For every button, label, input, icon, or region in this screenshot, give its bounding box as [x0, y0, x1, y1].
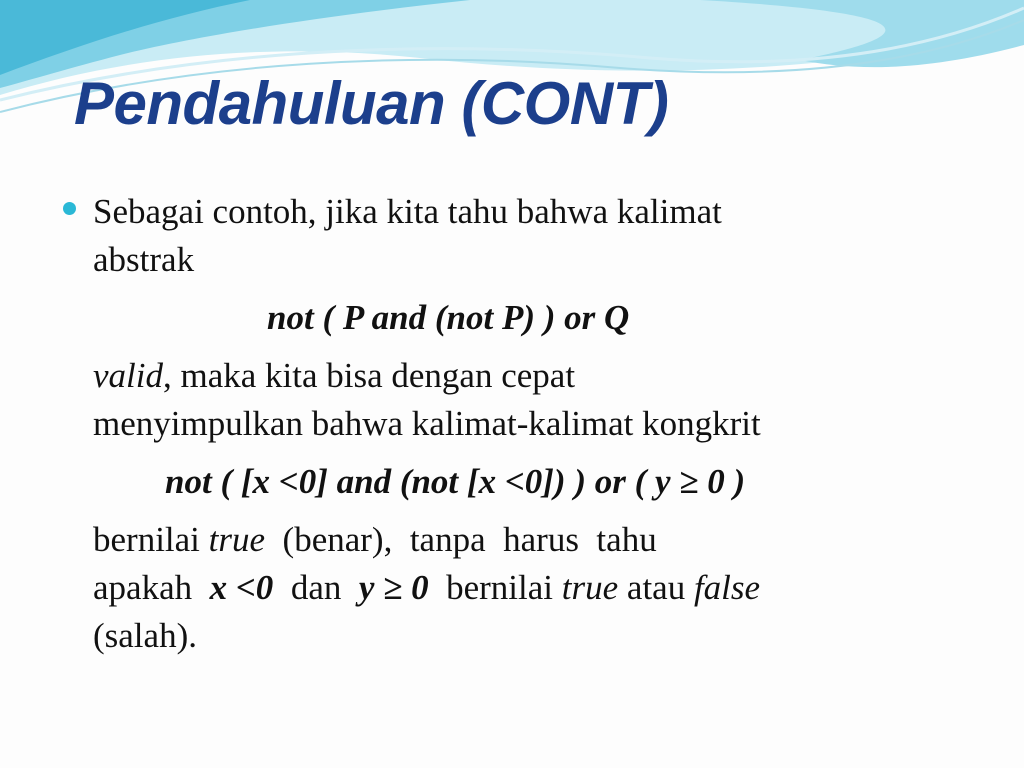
slide-body	[93, 188, 993, 660]
true-word: true	[208, 520, 266, 559]
y-expression: y ≥ 0	[358, 568, 429, 607]
slide-title: Pendahuluan (CONT)	[74, 70, 669, 137]
result-apakah: apakah	[93, 568, 210, 607]
valid-word: valid	[93, 356, 163, 395]
valid-text	[93, 352, 993, 448]
valid-rest: , maka kita bisa dengan cepat	[162, 356, 576, 395]
result-bernilai-2: bernilai	[428, 568, 562, 607]
intro-line-1: Sebagai contoh, jika kita tahu bahwa kalimat	[93, 192, 722, 231]
x-expression: x <0	[209, 568, 274, 607]
formula-concrete: not ( [x <0] and (not [x <0]) ) or ( y ≥ 0 )	[165, 462, 746, 501]
result-atau: atau	[618, 568, 694, 607]
intro-text	[93, 188, 993, 284]
true-word-2: true	[561, 568, 619, 607]
result-dan: dan	[273, 568, 359, 607]
result-benar: (benar), tanpa harus tahu	[265, 520, 657, 559]
intro-line-2: abstrak	[93, 240, 195, 279]
bullet-icon	[63, 202, 76, 215]
result-salah: (salah).	[93, 616, 197, 655]
false-word: false	[693, 568, 761, 607]
formula-abstract: not ( P and (not P) ) or Q	[267, 298, 630, 337]
concrete-line: menyimpulkan bahwa kalimat-kalimat kongkrit	[93, 404, 761, 443]
result-bernilai: bernilai	[93, 520, 209, 559]
result-text	[93, 516, 993, 660]
